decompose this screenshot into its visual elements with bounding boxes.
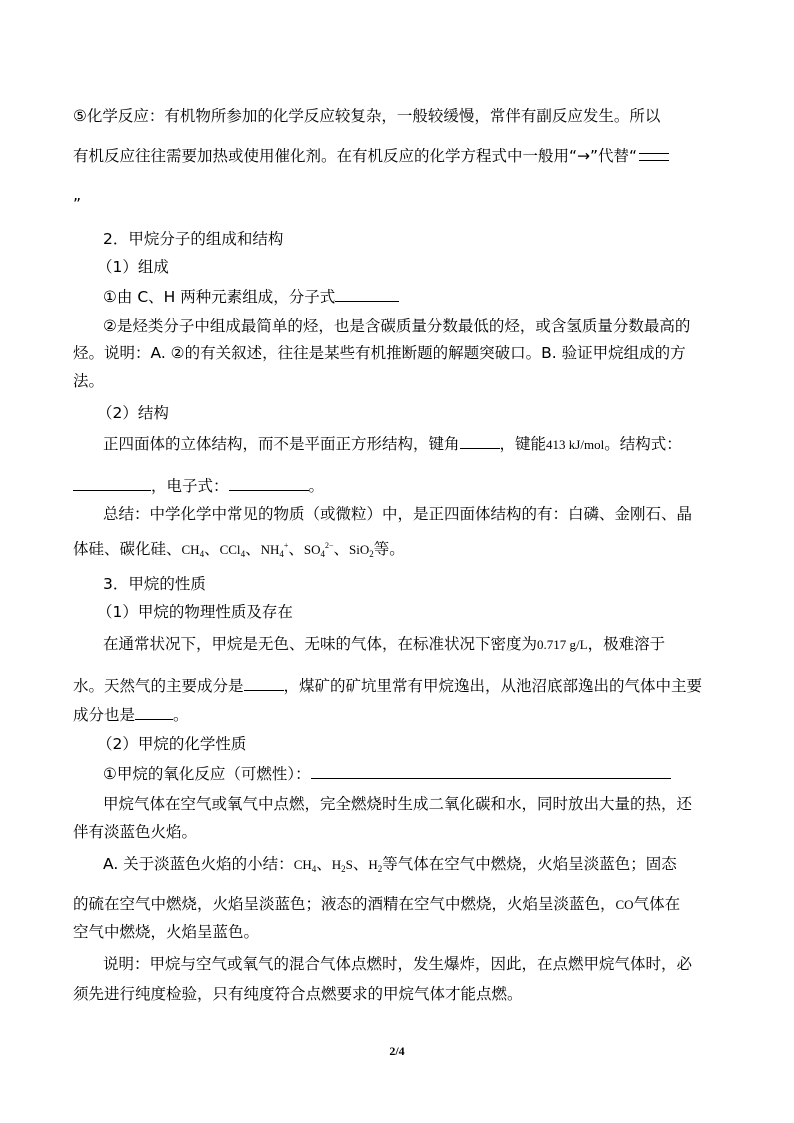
paragraph-line: 甲烷气体在空气或氧气中点燃，完全燃烧时生成二氧化碳和水，同时放出大量的热，还	[103, 795, 693, 813]
paragraph-line: ①由 C、H 两种元素组成，分子式	[103, 286, 399, 308]
formula-ch4: $CH_4$	[181, 542, 205, 559]
paragraph-line: 在通常状况下，甲烷是无色、无味的气体，在标准状况下密度为0.717 g/L，极难溶于	[103, 635, 666, 653]
subsection-heading: （1）组成	[97, 258, 169, 276]
paragraph-line: A. 关于淡蓝色火焰的小结：$CH_4$、$H_2S$、$H_2$等气体在空气中燃烧，火焰呈淡蓝色；固态	[103, 855, 677, 874]
paragraph-line: ，电子式： 。	[73, 475, 324, 497]
paragraph-line: ”	[73, 195, 82, 213]
paragraph-line: 成分也是 。	[73, 706, 189, 724]
subsection-heading: （2）甲烷的化学性质	[97, 735, 247, 753]
formula-ch4: $CH_4$	[293, 857, 317, 874]
section-heading: 2．甲烷分子的组成和结构	[103, 230, 284, 248]
answer-blank	[135, 705, 173, 720]
formula-nh4: $NH_4^+$	[260, 541, 289, 559]
answer-blank	[73, 476, 151, 491]
formula-sio2: SiO$_2$	[349, 542, 374, 559]
answer-blank	[460, 434, 500, 449]
answer-blank	[311, 764, 671, 779]
formula-h2s: $H_2S$	[331, 857, 353, 874]
answer-blank	[229, 476, 309, 491]
page-number: 2/4	[389, 1044, 405, 1058]
paragraph-line: 伴有淡蓝色火焰。	[73, 823, 198, 841]
section-heading: 3．甲烷的性质	[103, 575, 206, 593]
paragraph-line: ②是烃类分子中组成最简单的烃，也是含碳质量分数最低的烃，或含氢质量分数最高的	[103, 317, 691, 335]
paragraph-line: 正四面体的立体结构，而不是平面正方形结构，键角 ，键能413 kJ/mol。结构式：	[103, 435, 682, 453]
paragraph-line: ⑤化学反应：有机物所参加的化学反应较复杂，一般较缓慢，常伴有副反应发生。所以	[73, 107, 661, 125]
paragraph-line: 烃。说明：A. ②的有关叙述，往往是某些有机推断题的解题突破口。B. 验证甲烷组成的方	[73, 344, 686, 362]
formula-ccl4: CCl$_4$	[219, 542, 246, 559]
paragraph-line: ①甲烷的氧化反应（可燃性）：	[103, 763, 671, 785]
paragraph-line: 说明：甲烷与空气或氧气的混合气体点燃时，发生爆炸，因此，在点燃甲烷气体时，必	[103, 955, 693, 973]
paragraph-line: 须先进行纯度检验，只有纯度符合点燃要求的甲烷气体才能点燃。	[73, 985, 523, 1003]
paragraph-line: 有机反应往往需要加热或使用催化剂。在有机反应的化学方程式中一般用“→”代替“	[73, 145, 669, 167]
paragraph-line: 水。天然气的主要成分是 ，煤矿的矿坑里常有甲烷逸出，从池沼底部逸出的气体中主要	[73, 677, 703, 695]
paragraph-line: 法。	[73, 372, 105, 390]
paragraph-line: 的硫在空气中燃烧，火焰呈淡蓝色；液态的酒精在空气中燃烧，火焰呈淡蓝色，CO气体在	[73, 895, 681, 913]
paragraph-line: 总结：中学化学中常见的物质（或微粒）中，是正四面体结构的有：白磷、金刚石、晶	[103, 505, 693, 523]
formula-so4: $SO_4^{2-}$	[303, 541, 334, 559]
equals-symbol	[639, 153, 669, 161]
paragraph-line: 体硅、碳化硅、$CH_4$、CCl$_4$、$NH_4^+$、$SO_4^{2-}$、SiO$_2$等。	[73, 540, 405, 559]
answer-blank	[335, 287, 399, 302]
formula-h2: $H_2$	[368, 857, 383, 874]
answer-blank	[244, 676, 284, 691]
subsection-heading: （1）甲烷的物理性质及存在	[97, 603, 293, 621]
subsection-heading: （2）结构	[97, 404, 169, 422]
paragraph-line: 空气中燃烧，火焰呈蓝色。	[73, 923, 260, 941]
